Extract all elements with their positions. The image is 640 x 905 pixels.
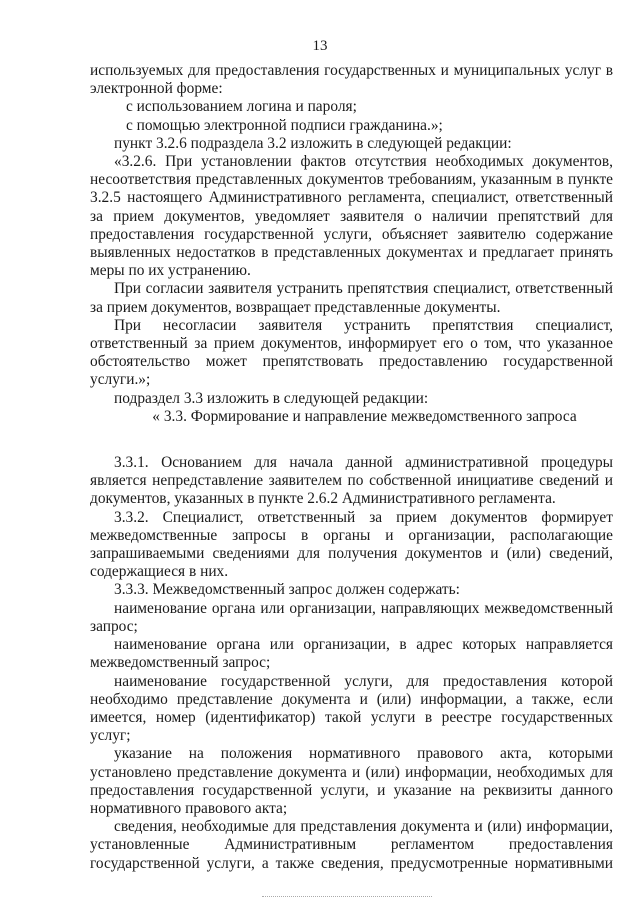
paragraph: «3.2.6. При установлении фактов отсутствия необходимых документов, несоответствия представленных документов требованиям, указанным в пункте 3.2.5 настоящего Административного регламента, специалист, ответственный за прием документов, уведомляет заявителя о наличии препятствий для предоставления государственной услуги, объясняет заявителю содержание выявленных недостатков в представленных документах и предлагает принять меры по их устранению.: [90, 153, 613, 280]
paragraph: наименование органа или организации, в адрес которых направляется межведомственный запрос;: [90, 636, 613, 672]
paragraph: подраздел 3.3 изложить в следующей редакции:: [114, 389, 429, 407]
paragraph: При несогласии заявителя устранить препятствия специалист, ответственный за прием документов, информирует его о том, что указанное обстоятельство может препятствовать предоставлению государственной услуги.»;: [90, 316, 613, 389]
paragraph: пункт 3.2.6 подраздела 3.2 изложить в следующей редакции:: [114, 134, 512, 152]
document-body: [90, 62, 613, 873]
paragraph: с помощью электронной подписи гражданина.»;: [126, 116, 443, 134]
footer-scan-mark: [262, 896, 432, 897]
paragraph: с использованием логина и пароля;: [126, 98, 357, 116]
paragraph: наименование государственной услуги, для предоставления которой необходимо представление документа и (или) информации, а также, если имеется, номер (идентификатор) такой услуги в реестре государственных услуг;: [90, 672, 613, 745]
paragraph: используемых для предоставления государственных и муниципальных услуг в электронной форме:: [90, 62, 613, 98]
paragraph: сведения, необходимые для представления документа и (или) информации, установленные Административным регламентом предоставления государственной услуги, а также сведения, предусмотренные нормативными: [90, 818, 613, 872]
page-number: 13: [312, 38, 328, 54]
paragraph: указание на положения нормативного правового акта, которыми установлено представление документа и (или) информации, необходимых для предоставления государственной услуги, и указание на реквизиты данного нормативного правового акта;: [90, 745, 613, 817]
section-heading: « 3.3. Формирование и направление межведомственного запроса: [152, 407, 577, 425]
paragraph: наименование органа или организации, направляющих межведомственный запрос;: [90, 599, 613, 635]
paragraph: 3.3.3. Межведомственный запрос должен содержать:: [114, 581, 460, 599]
spacer: [90, 426, 613, 454]
paragraph: 3.3.1. Основанием для начала данной административной процедуры является непредставление заявителем по собственной инициативе сведений и документов, указанных в пункте 2.6.2 Административного регламента.: [90, 454, 613, 508]
paragraph: При согласии заявителя устранить препятствия специалист, ответственный за прием документов, возвращает представленные документы.: [90, 280, 613, 316]
paragraph: 3.3.2. Специалист, ответственный за прием документов формирует межведомственные запросы в органы и организации, располагающие запрашиваемыми сведениями для получения документов и (или) сведений, содержащиеся в них.: [90, 508, 613, 581]
